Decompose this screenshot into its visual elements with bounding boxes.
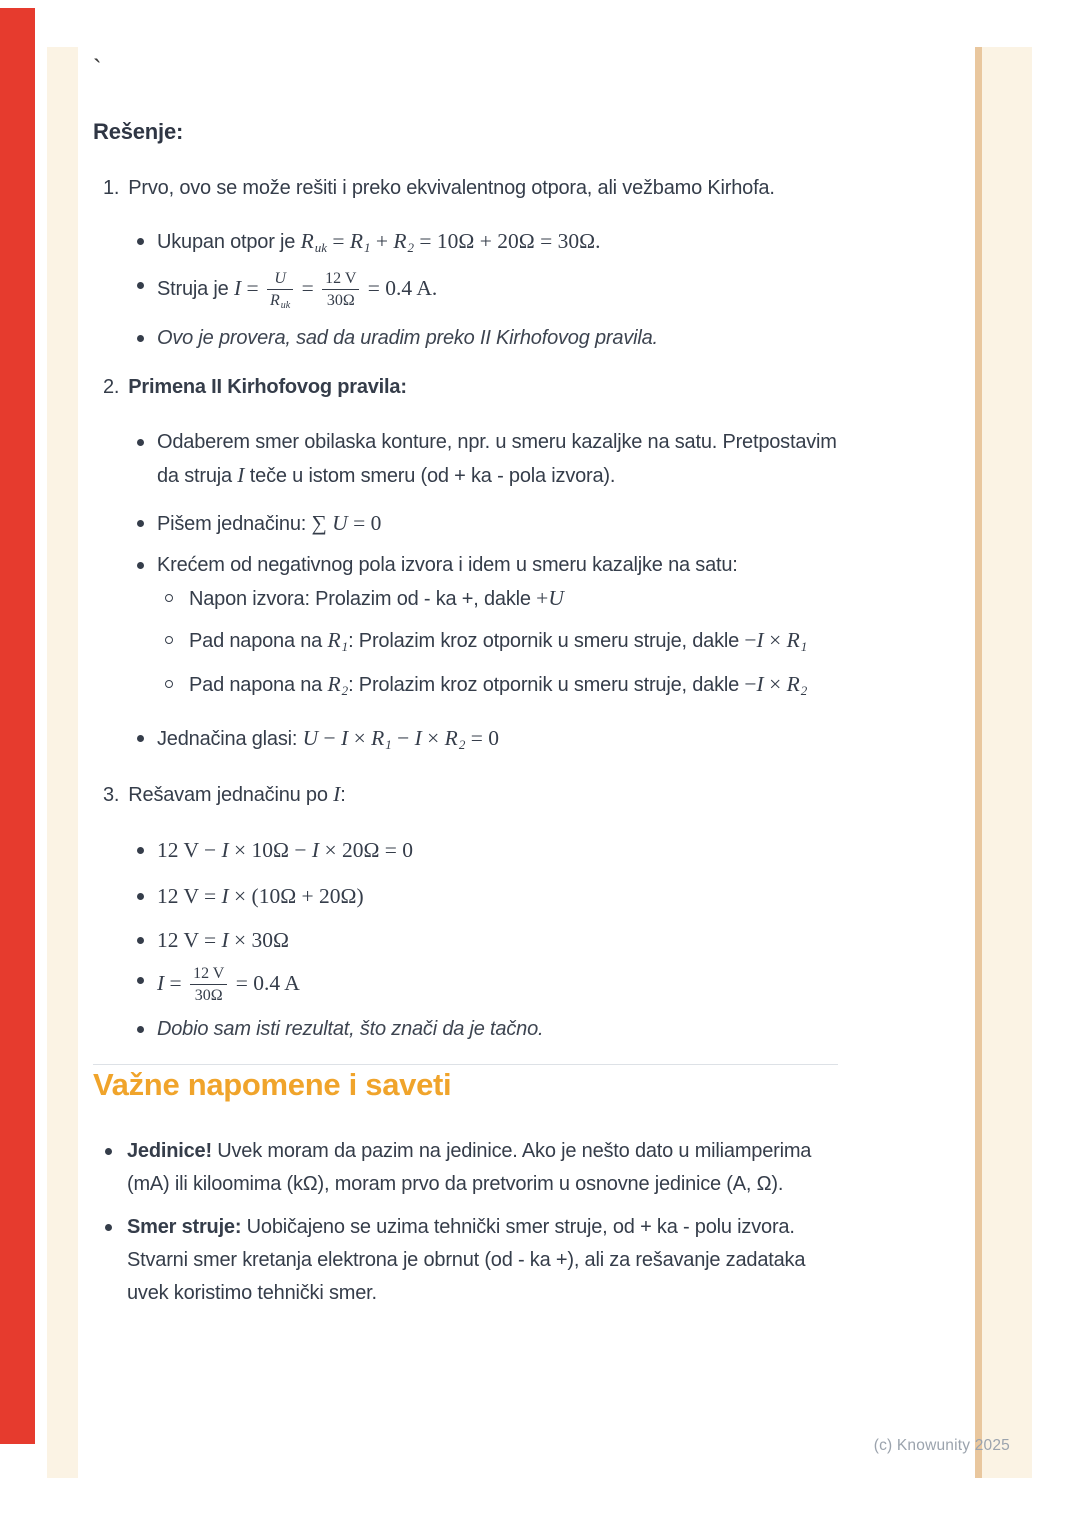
bullet-item: I = $\frac{12 V}{30\Omega}$ = 0.4 A bbox=[157, 964, 838, 1005]
list-number: 3. bbox=[103, 784, 120, 806]
bullet-item: 12 V = I × (10Ω + 20Ω) bbox=[157, 880, 838, 914]
numbered-item: 1. Prvo, ovo se može rešiti i preko ekvivalentnog otpora, ali vežbamo Kirhofa. bbox=[103, 177, 775, 199]
numbered-item: 3. Rešavam jednačinu po I: bbox=[103, 782, 346, 806]
bullet-item: Jednačina glasi: $U - I \times R_1 - I \times R_2 = 0$ bbox=[157, 722, 838, 756]
numbered-item: 2. Primena II Kirhofovog pravila: bbox=[103, 376, 407, 398]
bullet-item: Ukupan otpor je $R_{uk} = R_1 + R_2 = 10\Omega + 20\Omega = 30\Omega$. bbox=[157, 225, 838, 259]
sub-bullet-item: Pad napona na $R_2$: Prolazim kroz otpornik u smeru struje, dakle $-I \times R_2$ bbox=[189, 668, 838, 702]
bullet-item: Struja je I = $\frac{U}{R_{uk}}$ = $\frac{12 V}{30\Omega}$ = 0.4 A. bbox=[157, 269, 838, 310]
list-number: 2. bbox=[103, 376, 120, 398]
bullet-item: 12 V − I × 10Ω − I × 20Ω = 0 bbox=[157, 834, 838, 868]
list-number: 1. bbox=[103, 177, 120, 199]
sub-bullet-item: Napon izvora: Prolazim od - ka +, dakle +U bbox=[189, 582, 838, 616]
bullet-item: Dobio sam isti rezultat, što znači da je tačno. bbox=[157, 1013, 838, 1046]
bullet-item: Krećem od negativnog pola izvora i idem u smeru kazaljke na satu: bbox=[157, 549, 838, 582]
note-bullet-item: Smer struje: Uobičajeno se uzima tehnički smer struje, od + ka - polu izvora. Stvarni smer kretanja elektrona je obrnut (od - ka +), ali za rešavanje zadataka uvek koristimo tehnički smer. bbox=[127, 1211, 838, 1310]
math-fraction: $\frac{12 V}{30\Omega}$ bbox=[322, 269, 359, 310]
footer-credit: (c) Knowunity 2025 bbox=[873, 1437, 1010, 1454]
note-bullet-item: Jedinice! Uvek moram da pazim na jedinice. Ako je nešto dato u miliamperima (mA) ili kiloomima (kΩ), moram prvo da pretvorim u osnovne jedinice (A, Ω). bbox=[127, 1135, 838, 1201]
bullet-item: Odaberem smer obilaska konture, npr. u smeru kazaljke na satu. Pretpostavim da struja I teče u istom smeru (od + ka - pola izvora). bbox=[157, 426, 838, 493]
red-edge-strip bbox=[0, 8, 35, 1444]
solution-heading: Rešenje: bbox=[93, 119, 184, 144]
math-fraction: $\frac{12 V}{30\Omega}$ bbox=[190, 964, 227, 1005]
math-fraction: $\frac{U}{R_{uk}}$ bbox=[267, 269, 293, 310]
sub-bullet-item: Pad napona na $R_1$: Prolazim kroz otpornik u smeru struje, dakle $-I \times R_1$ bbox=[189, 624, 838, 658]
note-content bbox=[93, 54, 838, 1310]
bullet-item: Ovo je provera, sad da uradim preko II Kirhofovog pravila. bbox=[157, 322, 838, 355]
notes-heading: Važne napomene i saveti bbox=[93, 1067, 452, 1102]
bullet-item: 12 V = I × 30Ω bbox=[157, 924, 838, 958]
bullet-item: Pišem jednačinu: ∑ U = 0 bbox=[157, 507, 838, 541]
stray-backtick: ` bbox=[93, 54, 102, 84]
paper-edge-line bbox=[975, 47, 982, 1478]
solution-blocks bbox=[93, 118, 838, 1310]
note-card bbox=[78, 47, 975, 1478]
